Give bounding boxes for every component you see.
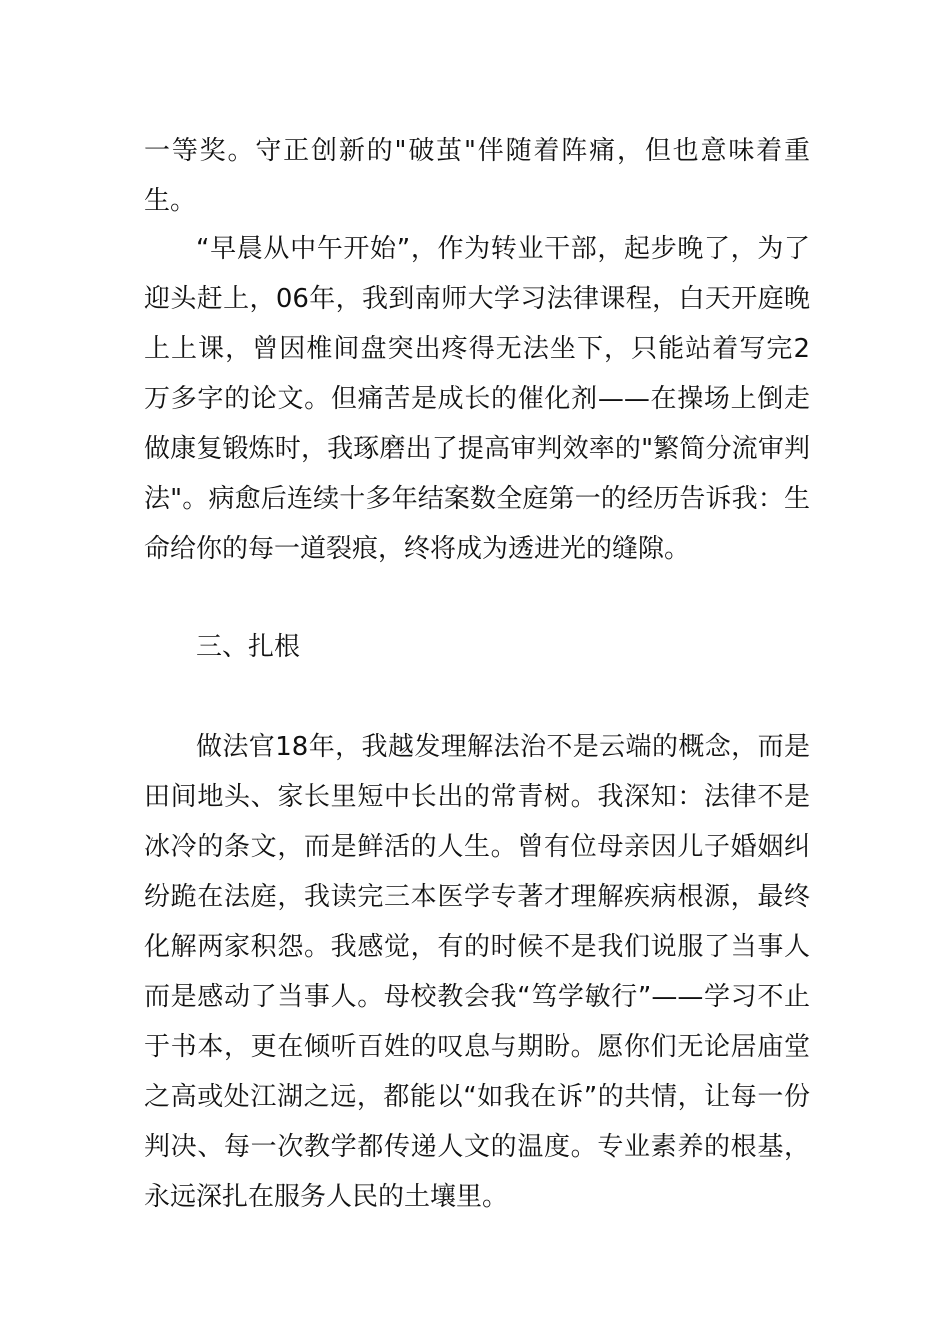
paragraph-career-start: “早晨从中午开始”，作为转业干部，起步晚了，为了迎头赶上，06年，我到南师大学习法律课程，白天开庭晚上上课，曾因椎间盘突出疼得无法坐下，只能站着写完2万多字的论文。但痛苦是成长的催化剂——在操场上倒走做康复锻炼时，我琢磨出了提高审判效率的"繁简分流审判法"。病愈后连续十多年结案数全庭第一的经历告诉我：生命给你的每一道裂痕，终将成为透进光的缝隙。 <box>144 234 810 564</box>
section-heading: 三、扎根 <box>196 632 301 662</box>
paragraph-taking-root: 做法官18年，我越发理解法治不是云端的概念，而是田间地头、家长里短中长出的常青树。我深知：法律不是冰冷的条文，而是鲜活的人生。曾有位母亲因儿子婚姻纠纷跪在法庭，我读完三本医学专著才理解疾病根源，最终化解两家积怨。我感觉，有的时候不是我们说服了当事人而是感动了当事人。母校教会我“笃学敏行”——学习不止于书本，更在倾听百姓的叹息与期盼。愿你们无论居庙堂之高或处江湖之远，都能以“如我在诉”的共情，让每一份判决、每一次教学都传递人文的温度。专业素养的根基，永远深扎在服务人民的土壤里。 <box>144 732 810 1212</box>
paragraph-continuation: 一等奖。守正创新的"破茧"伴随着阵痛，但也意味着重生。 <box>144 136 810 216</box>
